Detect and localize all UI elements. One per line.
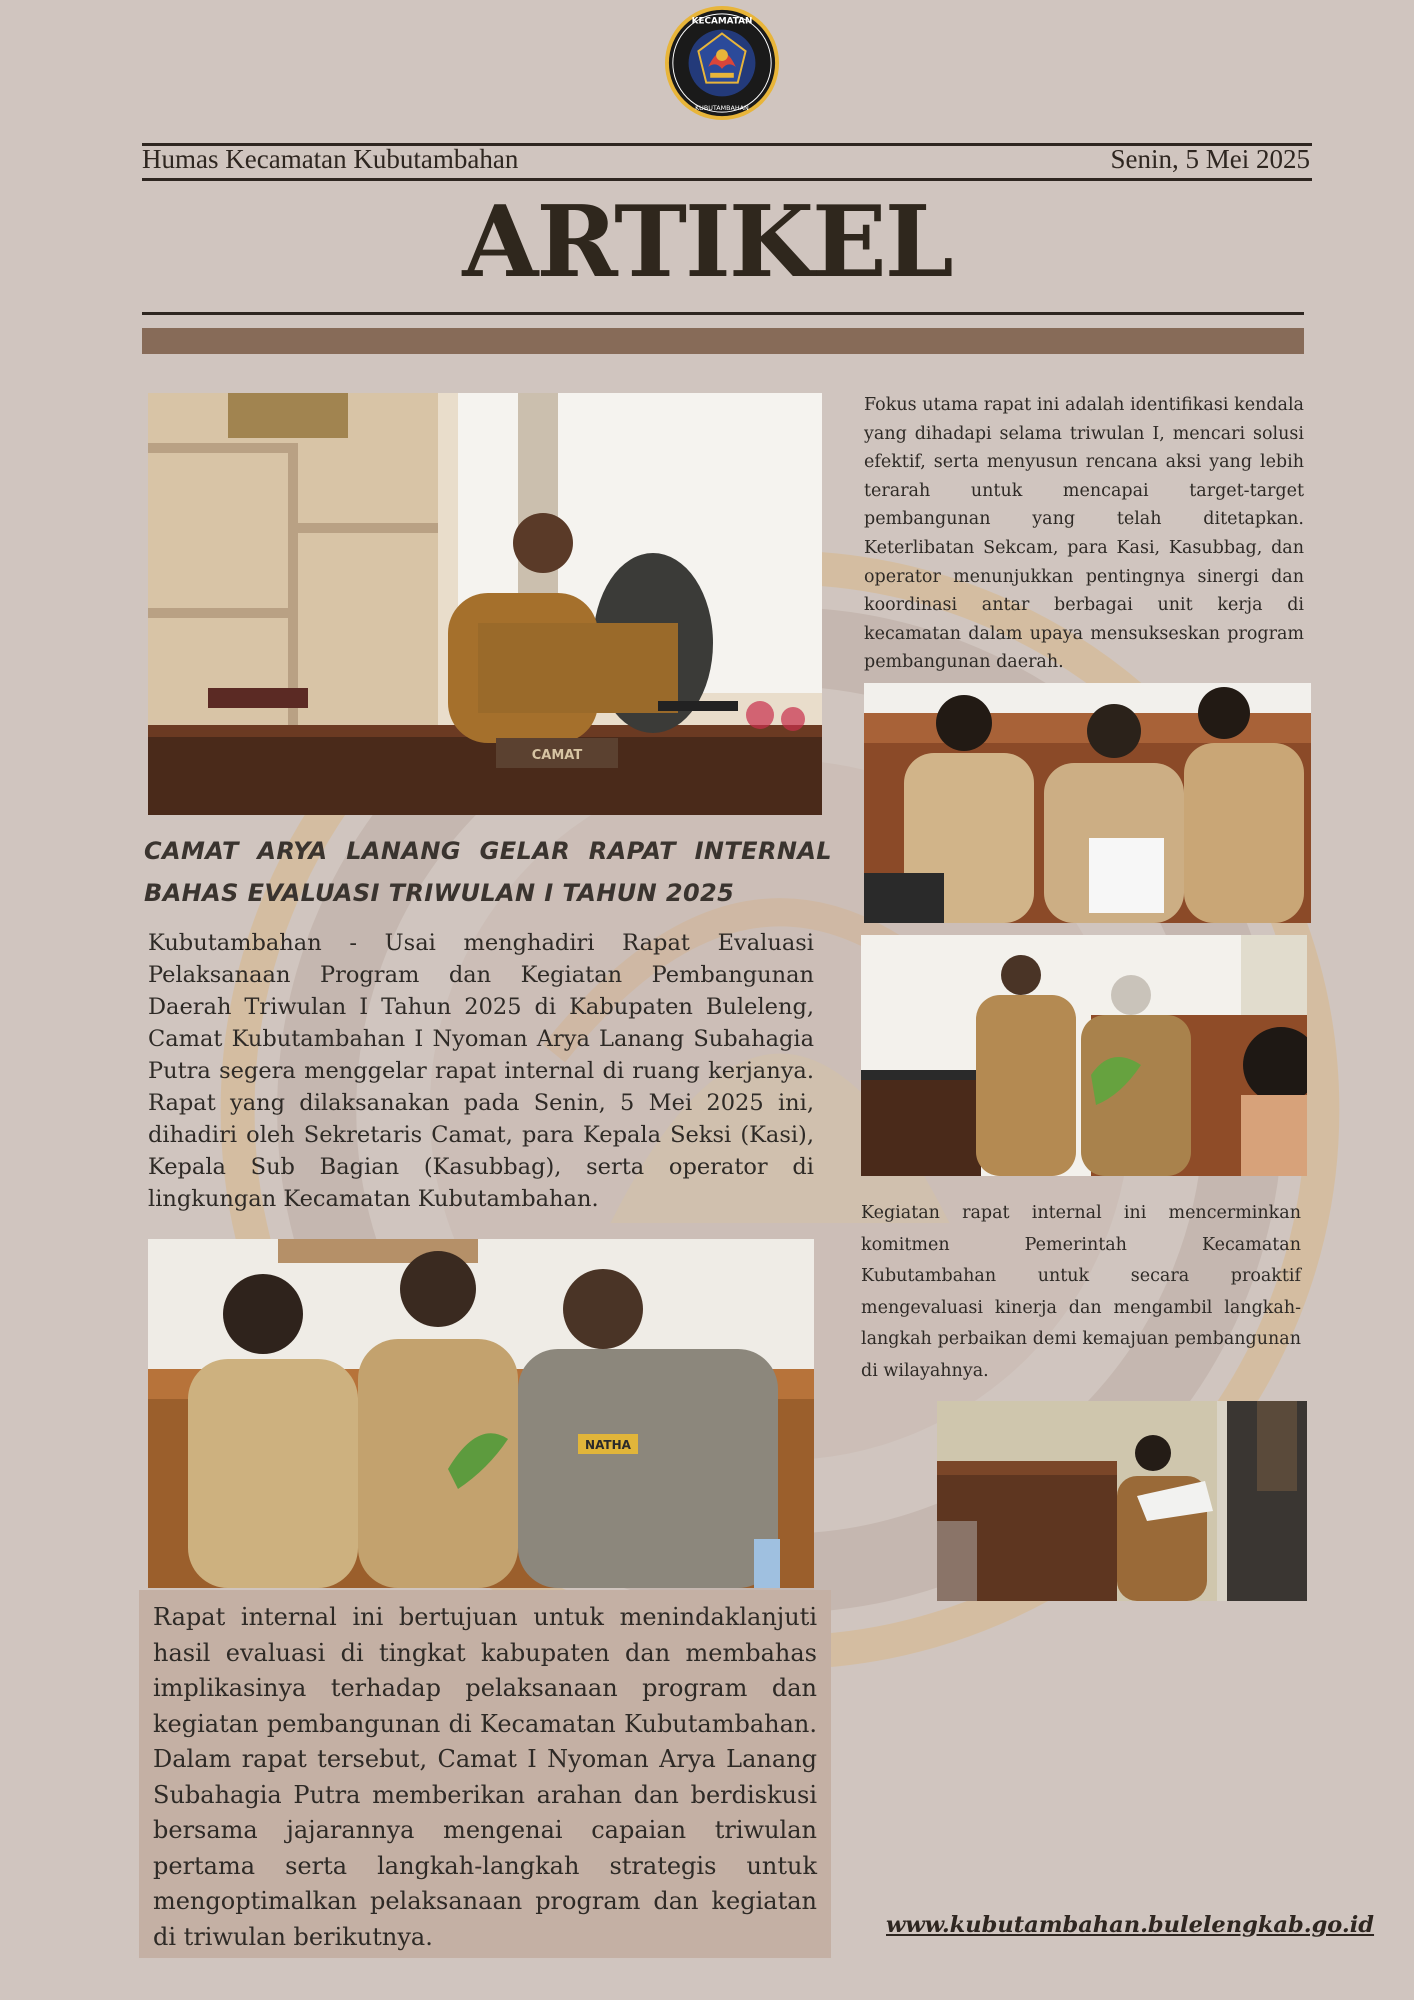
website-link[interactable]: www.kubutambahan.bulelengkab.go.id — [886, 1912, 1375, 1938]
photo-woman-reading — [937, 1401, 1307, 1601]
uniform-nametag: NATHA — [585, 1438, 631, 1452]
photo-two-officials — [861, 935, 1307, 1176]
logo-top-text: KECAMATAN — [691, 16, 753, 27]
masthead-rule — [142, 312, 1304, 315]
kecamatan-logo — [663, 4, 781, 122]
decorative-band — [142, 328, 1304, 354]
masthead-title: ARTIKEL — [462, 185, 952, 300]
article-paragraph-right-2: Kegiatan rapat internal ini mencerminkan komitmen Pemerintah Kecamatan Kubutambahan untuk secara proaktif mengevaluasi kinerja dan mengambil langkah-langkah perbaikan demi kemajuan pembangunan di wilayahnya. — [861, 1203, 1301, 1381]
desk-nameplate: CAMAT — [531, 748, 583, 763]
article-paragraph-box: Rapat internal ini bertujuan untuk menindaklanjuti hasil evaluasi di tingkat kabupaten dan membahas implikasinya terhadap pelaksanaan program dan kegiatan pembangunan di Kecamatan Kubutambahan. Dalam rapat tersebut, Camat I Nyoman Arya Lanang Subahagia Putra memberikan arahan dan berdiskusi bersama jajarannya mengenai capaian triwulan pertama serta langkah-langkah strategis untuk mengoptimalkan pelaksanaan program dan kegiatan di triwulan berikutnya. — [153, 1603, 817, 1951]
article-paragraph-right-1: Fokus utama rapat ini adalah identifikasi kendala yang dihadapi selama triwulan I, mencari solusi efektif, serta menyusun rencana aksi yang lebih terarah untuk mencapai target-target pembangunan yang telah ditetapkan. Keterlibatan Sekcam, para Kasi, Kasubbag, dan operator menunjukkan pentingnya sinergi dan koordinasi antar berbagai unit kerja di kecamatan dalam upaya mensukseskan program pembangunan daerah. — [864, 395, 1304, 673]
publication-date: Senin, 5 Mei 2025 — [1110, 144, 1310, 174]
organization-name: Humas Kecamatan Kubutambahan — [142, 144, 519, 174]
logo-bottom-text: KUBUTAMBAHAN — [695, 104, 749, 113]
article-paragraph-1: Kubutambahan - Usai menghadiri Rapat Evaluasi Pelaksanaan Program dan Kegiatan Pembangunan Daerah Triwulan I Tahun 2025 di Kabupaten Buleleng, Camat Kubutambahan I Nyoman Arya Lanang Subahagia Putra segera menggelar rapat internal di ruang kerjanya. Rapat yang dilaksanakan pada Senin, 5 Mei 2025 ini, dihadiri oleh Sekretaris Camat, para Kepala Seksi (Kasi), Kepala Sub Bagian (Kasubbag), serta operator di lingkungan Kecamatan Kubutambahan. — [148, 930, 814, 1212]
photo-three-officials — [148, 1239, 814, 1588]
photo-seated-staff — [864, 683, 1311, 923]
article-headline: CAMAT ARYA LANANG GELAR RAPAT INTERNAL BAHAS EVALUASI TRIWULAN I TAHUN 2025 — [144, 837, 832, 907]
photo-camat-desk — [148, 393, 822, 815]
header-rule-bottom — [142, 178, 1312, 181]
